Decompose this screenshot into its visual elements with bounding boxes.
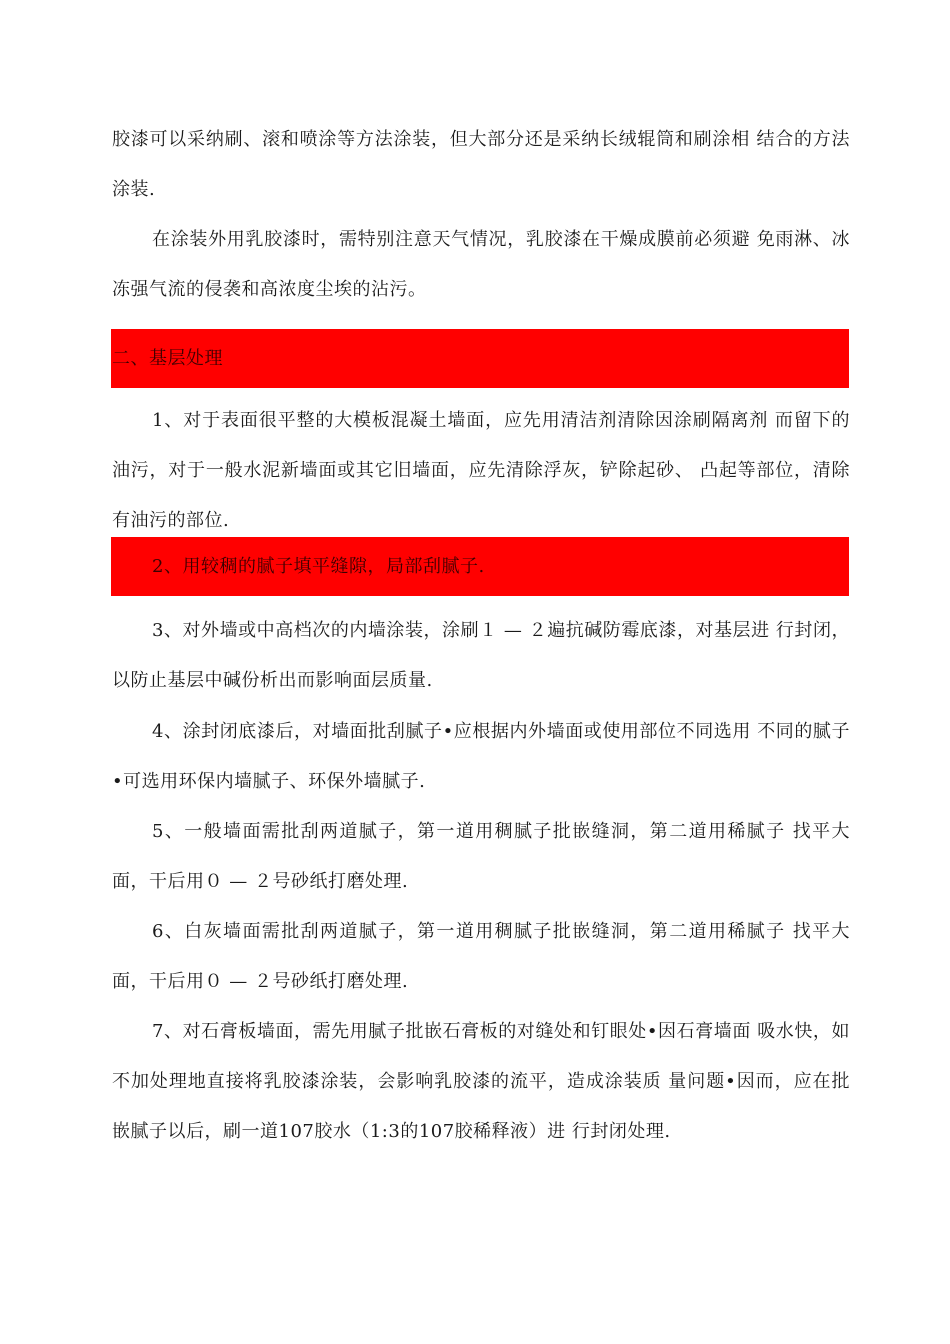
list-item-3: 3、对外墙或中高档次的内墙涂装，涂刷１ — ２遍抗碱防霉底漆，对基层进 行封闭，以防止基层中碱份析出而影响面层质量.	[112, 620, 850, 691]
list-item-2: 2、用较稠的腻子填平缝隙，局部刮腻子.	[152, 556, 485, 577]
list-item-7: 7、对石膏板墙面，需先用腻子批嵌石膏板的对缝处和钉眼处•因石膏墙面 吸水快，如不加处理地直接将乳胶漆涂装，会影响乳胶漆的流平，造成涂装质 量问题•因而，应在批嵌腻子以后，刷一道107胶水（1:3的107胶稀释液）进 行封闭处理.	[112, 1021, 850, 1142]
list-item-4: 4、涂封闭底漆后，对墙面批刮腻子•应根据内外墙面或使用部位不同选用 不同的腻子•可选用环保内墙腻子、环保外墙腻子.	[112, 721, 850, 792]
list-item-5: 5、一般墙面需批刮两道腻子，第一道用稠腻子批嵌缝洞，第二道用稀腻子 找平大面，干后用０ — ２号砂纸打磨处理.	[112, 821, 850, 892]
list-item-1: 1、对于表面很平整的大模板混凝土墙面，应先用清洁剂清除因涂刷隔离剂 而留下的油污，对于一般水泥新墙面或其它旧墙面，应先清除浮灰，铲除起砂、 凸起等部位，清除有油污的部位.	[112, 410, 850, 531]
list-item-6: 6、白灰墙面需批刮两道腻子，第一道用稠腻子批嵌缝洞，第二道用稀腻子 找平大面，干后用０ — ２号砂纸打磨处理.	[112, 921, 850, 992]
section-heading: 二、基层处理	[112, 348, 223, 369]
paragraph-painting-methods: 胶漆可以采纳刷、滚和喷涂等方法涂装，但大部分还是采纳长绒辊筒和刷涂相 结合的方法涂装.	[112, 129, 850, 200]
paragraph-weather-notice: 在涂装外用乳胶漆时，需特别注意天气情况，乳胶漆在干燥成膜前必须避 免雨淋、冰冻强气流的侵袭和高浓度尘埃的沾污。	[112, 229, 850, 300]
